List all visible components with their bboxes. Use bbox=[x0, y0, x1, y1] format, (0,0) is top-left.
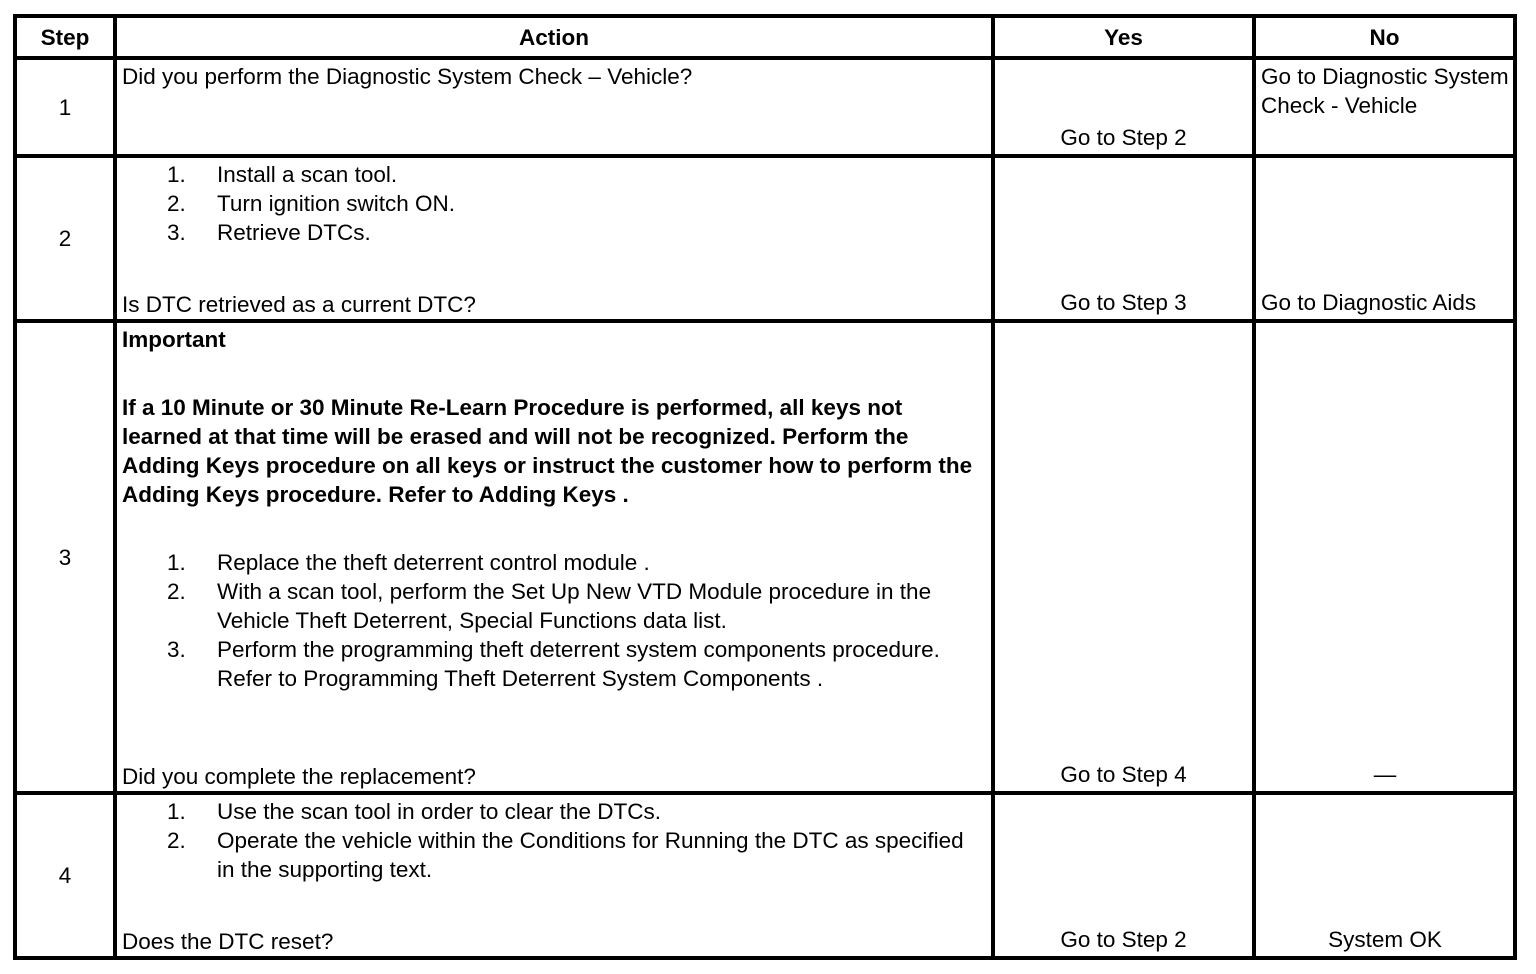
list-item: 3. Perform the programming theft deterrent system components procedure. Refer to Programming Theft Deterrent System Components . bbox=[167, 637, 940, 691]
no-result: System OK bbox=[1328, 927, 1442, 952]
yes-cell bbox=[993, 156, 1254, 321]
table-header-row bbox=[15, 16, 1515, 58]
header-step: Step bbox=[15, 16, 115, 58]
step-number-cell bbox=[15, 793, 115, 958]
procedure-list bbox=[122, 797, 987, 884]
action-question: Does the DTC reset? bbox=[122, 929, 334, 954]
diagnostic-table bbox=[13, 14, 1517, 960]
no-cell bbox=[1254, 321, 1515, 793]
action-cell bbox=[115, 156, 993, 321]
yes-result: Go to Step 4 bbox=[1060, 762, 1187, 787]
table-row bbox=[15, 793, 1515, 958]
step-number: 3 bbox=[58, 544, 72, 570]
table-row bbox=[15, 321, 1515, 793]
step-number: 1 bbox=[58, 94, 72, 120]
yes-result: Go to Step 3 bbox=[1060, 290, 1187, 315]
list-item: 2. With a scan tool, perform the Set Up New VTD Module procedure in the Vehicle Theft Deterrent, Special Functions data list. bbox=[167, 579, 932, 633]
important-note: If a 10 Minute or 30 Minute Re-Learn Procedure is performed, all keys not learned at that time will be erased and will not be recognized. Perform the Adding Keys procedure on all keys or instruct the customer how to perform the Adding Keys procedure. Refer to Adding Keys . bbox=[122, 395, 973, 507]
action-question: Is DTC retrieved as a current DTC? bbox=[122, 292, 476, 317]
step-number: 4 bbox=[58, 863, 72, 888]
list-item: 3. Retrieve DTCs. bbox=[167, 220, 371, 245]
header-yes: Yes bbox=[993, 16, 1254, 58]
yes-cell bbox=[993, 321, 1254, 793]
action-cell bbox=[115, 321, 993, 793]
diagnostic-table-container bbox=[13, 14, 1517, 960]
action-question: Did you perform the Diagnostic System Check – Vehicle? bbox=[122, 64, 693, 89]
yes-cell bbox=[993, 793, 1254, 958]
action-cell bbox=[115, 58, 993, 156]
table-row bbox=[15, 58, 1515, 156]
list-item: 1. Install a scan tool. bbox=[167, 162, 398, 187]
yes-result: Go to Step 2 bbox=[1060, 927, 1187, 952]
action-question: Did you complete the replacement? bbox=[122, 764, 476, 789]
step-number-cell bbox=[15, 321, 115, 793]
procedure-list bbox=[122, 160, 987, 247]
no-cell bbox=[1254, 58, 1515, 156]
no-result: Go to Diagnostic System Check - Vehicle bbox=[1261, 64, 1509, 118]
important-label: Important bbox=[122, 327, 226, 352]
table-row bbox=[15, 156, 1515, 321]
yes-result: Go to Step 2 bbox=[1060, 125, 1187, 150]
list-item: 1. Replace the theft deterrent control module . bbox=[167, 550, 650, 575]
header-action: Action bbox=[115, 16, 993, 58]
header-no: No bbox=[1254, 16, 1515, 58]
yes-cell bbox=[993, 58, 1254, 156]
action-cell bbox=[115, 793, 993, 958]
step-number: 2 bbox=[58, 226, 72, 251]
list-item: 1. Use the scan tool in order to clear the DTCs. bbox=[167, 799, 661, 824]
no-cell bbox=[1254, 156, 1515, 321]
list-item: 2. Operate the vehicle within the Conditions for Running the DTC as specified in the supporting text. bbox=[167, 828, 964, 882]
no-result: — bbox=[1373, 762, 1397, 787]
step-number-cell bbox=[15, 156, 115, 321]
no-result: Go to Diagnostic Aids bbox=[1261, 290, 1477, 315]
no-cell bbox=[1254, 793, 1515, 958]
step-number-cell bbox=[15, 58, 115, 156]
list-item: 2. Turn ignition switch ON. bbox=[167, 191, 455, 216]
procedure-list bbox=[122, 548, 987, 693]
